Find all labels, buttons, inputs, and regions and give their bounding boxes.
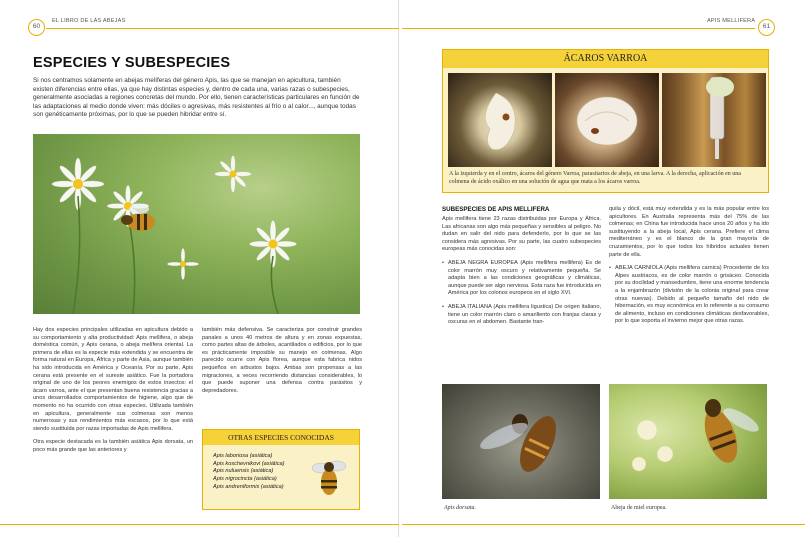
running-header-right: APIS MELLIFERA bbox=[707, 18, 756, 24]
varroa-caption: A la izquierda y en el centro, ácaros del género Varroa, parasitarios de abeja, en una larva. A la derecha, aplicación en una colmena de ácido oxálico en una solución de agua que mata a los ácaros varroa. bbox=[449, 171, 741, 185]
varroa-box bbox=[442, 49, 769, 193]
section-title: ESPECIES Y SUBESPECIES bbox=[33, 55, 231, 71]
larva-illustration bbox=[555, 73, 659, 167]
species-list bbox=[203, 445, 298, 492]
photo-caption-honeybee: Abeja de miel europea. bbox=[611, 505, 667, 511]
paragraph: también más defensiva. Se caracteriza por construir grandes panales a unos 40 metros de altura y en zonas expuestas, como partes altas de árboles, acantilados o edificios, por lo que es prácticamente imposible su manejo en colmenas. Algo parecido ocurre con Apis florea, aunque esta fabrica nidos pequeños en arbustos bajos. Ambas son propensas a las migraciones, a veces recorriendo distancias considerables, lo que puede suponer una defensa contra parásitos y depredadores. bbox=[202, 327, 362, 394]
honeybee-illustration bbox=[609, 384, 767, 499]
left-page bbox=[0, 0, 399, 537]
list-item: Apis laboriosa (asiática) bbox=[213, 453, 273, 459]
photo-caption-dorsata: Apis dorsata. bbox=[444, 505, 477, 511]
larva-photo-2 bbox=[555, 73, 659, 167]
larva-illustration bbox=[448, 73, 552, 167]
header-rule-right bbox=[402, 28, 755, 29]
paragraph: Otra especie destacada es la también asiática Apis dorsata, un poco más grande que las anteriores y bbox=[33, 439, 193, 453]
paragraph: Apis mellifera tiene 23 razas distribuidas por Europa y África. Las africanas son algo más pequeñas y sensibles al peligro. No dudan en salir del nido para defenderlo, por lo que se las considera más agresivas. Por su parte, las cuatro subespecies europeas más conocidas son: bbox=[442, 216, 601, 253]
bullet-item-carniola: • ABEJA CARNIOLA (Apis mellifera carnica) Procedente de los Alpes austriacos, es de color marrón o grisáceo. Conocida por su docilidad y mansedumbre, tiene una enorme tendencia a la enjambrazón (división de la colonia original para crear otras nuevas). Debido al pequeño tamaño del nido de hibernación, es muy económica en lo referente a su consumo de alimento, incluso en condiciones climáticas desfavorables, por lo que soporta el invierno mejor que otras razas. bbox=[609, 265, 769, 326]
bee-on-daisy-photo bbox=[33, 134, 360, 314]
intro-paragraph: Si nos centramos solamente en abejas melíferas del género Apis, las que se manejan en apicultura, también existen diferencias entre ellas, ya que hay distintas especies y, dentro de cada una, varias razas o subespecies, generalmente asociadas a regiones concretas del mundo. Por ello, tienen características particulares en función de las adaptaciones al medio donde viven: más dóciles o agresivas, más resistentes al frío o al calor..., aunque todas son genéticamente próximas, por lo que se pueden hibridar entre sí. bbox=[33, 77, 360, 118]
paragraph: Hay dos especies principales utilizadas en apicultura debido a su comportamiento y alta productividad: Apis mellifera, o abeja doméstica común, y Apis cerana, o abeja melífera oriental. La primera de ellas es la especie más extendida y se encuentra de forma natural en Europa, África y parte de Asia, aunque también ha sido introducida en América y Oceanía. Por su parte, Apis cerana está presente en el sureste asiático. Fue la portadora original de uno de los peores enemigos de estos insectos: el ácaro varroa, ante el que presentan buena resistencia gracias a unos desarrollados comportamientos de higiene, algo que de momento no ha ocurrido con otras especies. Utilizada también en apicultura, generalmente sus colmenas son menos numerosas y sus rendimientos más escasos, por lo que está siendo sustituida por razas importadas de Apis mellifera. bbox=[33, 327, 193, 432]
syringe-illustration bbox=[662, 73, 766, 167]
paragraph: quila y dócil, está muy extendida y es la más popular entre los apicultores. En Australia representa más del 75% de las colmenas; en China fue introducida hace unos 20 años y ha ido sustituyendo a la abeja local, Apis cerana. Prefiere el clima mediterráneo y es el blanco de la gran mayoría de cruzamientos, por lo que todos los híbridos actuales tienen parte de ella. bbox=[609, 206, 769, 258]
footer-rule-left bbox=[0, 524, 399, 525]
body-column-2 bbox=[202, 327, 362, 401]
larva-photo-1 bbox=[448, 73, 552, 167]
page-number-right: 61 bbox=[758, 19, 775, 36]
right-body-column-1 bbox=[442, 216, 601, 333]
list-item: Apis nigrocincta (asiática) bbox=[213, 476, 277, 483]
list-item: Apis andreniformis (asiática) bbox=[213, 483, 284, 490]
bee-icon bbox=[307, 452, 353, 502]
list-item: Apis koschevnikovi (asiática) bbox=[213, 460, 285, 467]
footer-rule-right bbox=[402, 524, 805, 525]
box-title: ÁCAROS VARROA bbox=[443, 50, 768, 68]
other-species-box bbox=[202, 429, 360, 510]
bullet-item-negra: • ABEJA NEGRA EUROPEA (Apis mellifera mellifera) Es de color marrón muy oscuro y relativamente pequeña. Se adapta bien a las condiciones geográficas y climáticas, aunque puede ser algo nerviosa. Esta raza fue introducida en América por los colonos europeos en el siglo XVI. bbox=[442, 260, 601, 298]
page-number-left: 60 bbox=[28, 19, 45, 36]
european-honeybee-photo bbox=[609, 384, 767, 499]
bullet-item-italiana: • ABEJA ITALIANA (Apis mellifera ligustica) De origen italiano, tiene un color marrón claro o amarillento con franjas claras y oscuras en el abdomen. Bastante tran- bbox=[442, 304, 601, 327]
oxalic-application-photo bbox=[662, 73, 766, 167]
right-body-column-2 bbox=[609, 206, 769, 332]
list-item: Apis nuluensis (asiática) bbox=[213, 468, 274, 475]
box-title: OTRAS ESPECIES CONOCIDAS bbox=[203, 430, 359, 445]
apis-dorsata-photo bbox=[442, 384, 600, 499]
body-column-1 bbox=[33, 327, 193, 461]
varroa-photos bbox=[443, 68, 768, 167]
dorsata-illustration bbox=[442, 384, 600, 499]
running-header-left: EL LIBRO DE LAS ABEJAS bbox=[52, 18, 126, 24]
header-rule-left bbox=[46, 28, 399, 29]
subsection-title: SUBESPECIES DE APIS MELLIFERA bbox=[442, 206, 550, 213]
bee-on-daisy-illustration bbox=[33, 134, 360, 314]
